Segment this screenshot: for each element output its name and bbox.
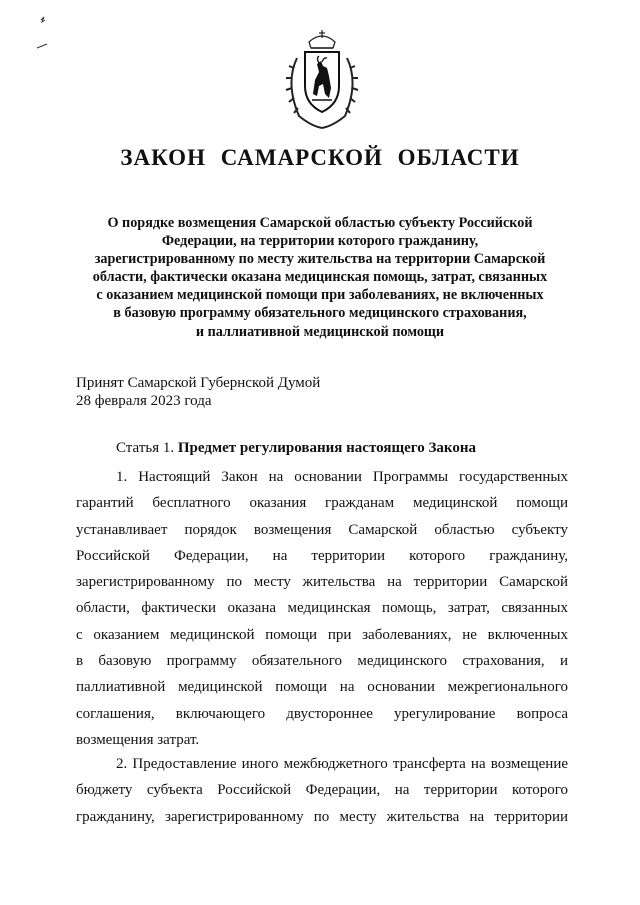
- paragraph-line: гарантий бесплатного оказания гражданам медицинской помощи: [76, 495, 568, 512]
- law-title: ЗАКОН САМАРСКОЙ ОБЛАСТИ: [120, 145, 520, 170]
- paragraph-line: 2. Предоставление иного межбюджетного трансферта на возмещение: [116, 756, 568, 772]
- paragraph-line: возмещения затрат.: [76, 731, 200, 748]
- subject-line: с оказанием медицинской помощи при заболеваниях, не включенных: [96, 287, 544, 304]
- subject-line: зарегистрированному по месту жительства на территории Самарской: [94, 251, 546, 268]
- paragraph-line: бюджету субъекта Российской Федерации, на территории которого: [76, 782, 568, 799]
- paragraph-line: с оказанием медицинской помощи при заболеваниях, не включенных: [76, 626, 568, 643]
- adopted-by: Принят Самарской Губернской Думой: [76, 375, 321, 391]
- subject-line: области, фактически оказана медицинская помощь, затрат, связанных: [92, 269, 548, 286]
- paragraph-line: устанавливает порядок возмещения Самарской областью субъекту: [76, 521, 568, 538]
- law-subject: [70, 214, 570, 341]
- paragraph-2: [76, 751, 568, 830]
- adoption-block: [76, 374, 320, 410]
- subject-line: и паллиативной медицинской помощи: [195, 323, 445, 340]
- subject-line: О порядке возмещения Самарской областью субъекту Российской: [107, 215, 533, 231]
- paragraph-line: зарегистрированному по месту жительства на территории Самарской: [76, 574, 568, 591]
- paragraph-line: 1. Настоящий Закон на основании Программы государственных: [116, 469, 568, 485]
- subject-line: Федерации, на территории которого гражданину,: [161, 233, 479, 250]
- handwritten-mark-icon: [33, 14, 53, 54]
- paragraph-line: паллиативной медицинской помощи на основании межрегионального: [76, 679, 568, 696]
- paragraph-line: Российской Федерации, на территории которого гражданину,: [76, 547, 568, 564]
- paragraph-line: в базовую программу обязательного медицинского страхования, и: [76, 653, 568, 670]
- paragraph-line: соглашения, включающего двустороннее урегулирование вопроса: [76, 705, 568, 722]
- paragraph-line: области, фактически оказана медицинская помощь, затрат, связанных: [76, 600, 568, 617]
- article-label: Статья 1.: [116, 440, 175, 456]
- paragraph-line: гражданину, зарегистрированному по месту жительства на территории: [76, 808, 568, 825]
- paragraph-1: [76, 464, 568, 753]
- subject-line: в базовую программу обязательного медицинского страхования,: [113, 305, 527, 322]
- adopted-date: 28 февраля 2023 года: [76, 393, 212, 409]
- samara-coat-of-arms-icon: [279, 28, 365, 132]
- article-heading: [116, 440, 476, 457]
- article-title: Предмет регулирования настоящего Закона: [177, 440, 476, 456]
